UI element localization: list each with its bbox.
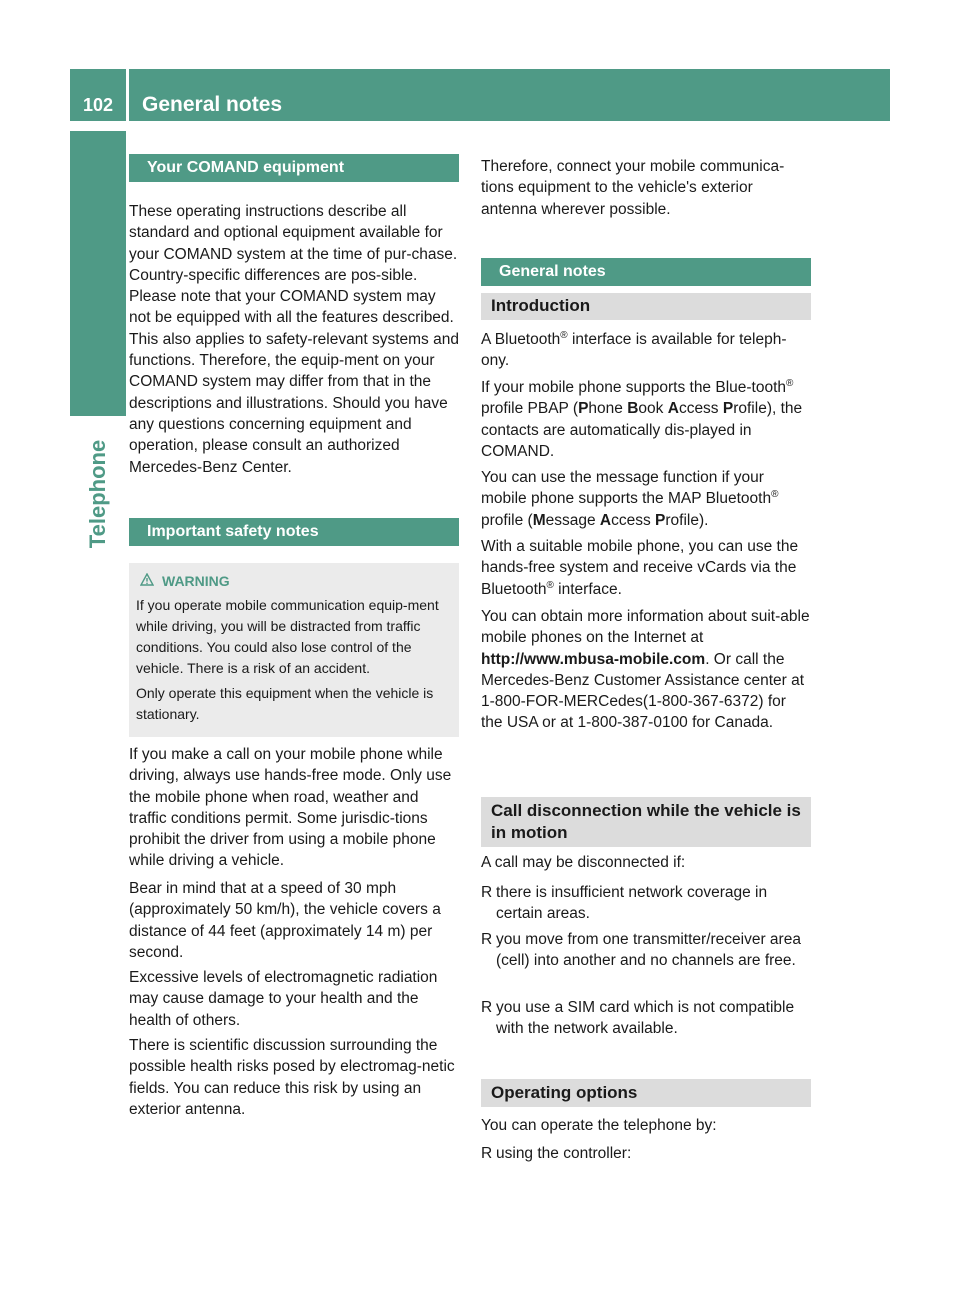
- side-tab: [70, 420, 126, 580]
- exterior-antenna-text: Therefore, connect your mobile communica-tions equipment to the vehicle's exterior antenna wherever possible.: [481, 158, 785, 218]
- warning-label: WARNING: [162, 573, 230, 589]
- intro-contact-text: You can obtain more information about suit-able mobile phones on the Internet at http://www.mbusa-mobile.com. Or call the Mercedes-Benz Customer Assistance center at 1-800-FOR-MERCedes(1-800-367-6372) for the USA or at 1-800-387-0100 for Canada.: [481, 608, 810, 732]
- radiation-text: Excessive levels of electromagnetic radiation may cause damage to your health and the health of others.: [129, 969, 438, 1029]
- side-tab-label: Telephone: [85, 439, 110, 549]
- header-divider: [126, 69, 129, 121]
- page-title: General notes: [142, 93, 283, 116]
- page-number: 102: [82, 95, 114, 115]
- operating-options-intro: You can operate the telephone by:: [481, 1117, 717, 1134]
- warning-box: [129, 563, 459, 737]
- warning-text-2: Only operate this equipment when the vehicle is stationary.: [136, 685, 434, 722]
- side-tab-bar: [70, 131, 126, 416]
- subheading-operating-options: Operating options: [481, 1079, 811, 1107]
- list-item: R you move from one transmitter/receiver area (cell) into another and no channels are free.: [481, 931, 801, 970]
- section-heading-comand-equipment: Your COMAND equipment: [129, 154, 459, 182]
- intro-map-text: You can use the message function if your mobile phone supports the MAP Bluetooth® profile (Message Access Profile).: [481, 469, 779, 529]
- list-item: R you use a SIM card which is not compatible with the network available.: [481, 999, 795, 1038]
- health-risks-text: There is scientific discussion surrounding the possible health risks posed by electromag-netic fields. You can reduce this risk by using an exterior antenna.: [129, 1037, 455, 1118]
- intro-bluetooth-text: A Bluetooth® interface is available for teleph-ony.: [481, 329, 787, 370]
- hands-free-text: If you make a call on your mobile phone while driving, always use hands-free mode. Only use the mobile phone when road, weather and traffic conditions permit. Some jurisdic-tions prohibit the driver from using a mobile phone while driving a vehicle.: [129, 746, 452, 870]
- intro-vcards-text: With a suitable mobile phone, you can use the hands-free system and receive vCards via the Bluetooth® interface.: [481, 538, 799, 598]
- subheading-introduction: Introduction: [481, 293, 811, 320]
- mbusa-link[interactable]: http://www.mbusa-mobile.com: [481, 650, 706, 668]
- list-item: R using the controller:: [481, 1145, 632, 1162]
- warning-heading: [140, 571, 451, 591]
- section-heading-safety-notes: Important safety notes: [129, 518, 459, 546]
- subheading-call-disconnection: Call disconnection while the vehicle is in motion: [481, 797, 811, 847]
- intro-pbap-text: If your mobile phone supports the Blue-tooth® profile PBAP (Phone Book Access Profile), the contacts are automatically dis-played in COMAND.: [481, 377, 803, 460]
- warning-text-1: If you operate mobile communication equip-ment while driving, you will be distracted from traffic conditions. You could also lose control of the vehicle. There is a risk of an accident.: [136, 597, 439, 676]
- comand-equipment-text: These operating instructions describe all standard and optional equipment available for your COMAND system at the time of pur-chase. Country-specific differences are pos-sible. Please note that your COMAND system may not be equipped with all the features described. This also applies to safety-relevant systems and functions. Therefore, the equip-ment on your COMAND system may differ from that in the descriptions and illustrations. Should you have any questions concerning equipment and operation, please consult an authorized Mercedes-Benz Center.: [129, 203, 459, 476]
- section-heading-general-notes: General notes: [481, 258, 811, 286]
- list-item: R there is insufficient network coverage in certain areas.: [481, 884, 768, 923]
- call-disconnect-intro: A call may be disconnected if:: [481, 854, 686, 871]
- warning-triangle-icon: [140, 571, 154, 591]
- speed-distance-text: Bear in mind that at a speed of 30 mph (approximately 50 km/h), the vehicle covers a distance of 44 feet (approximately 14 m) per second.: [129, 880, 441, 961]
